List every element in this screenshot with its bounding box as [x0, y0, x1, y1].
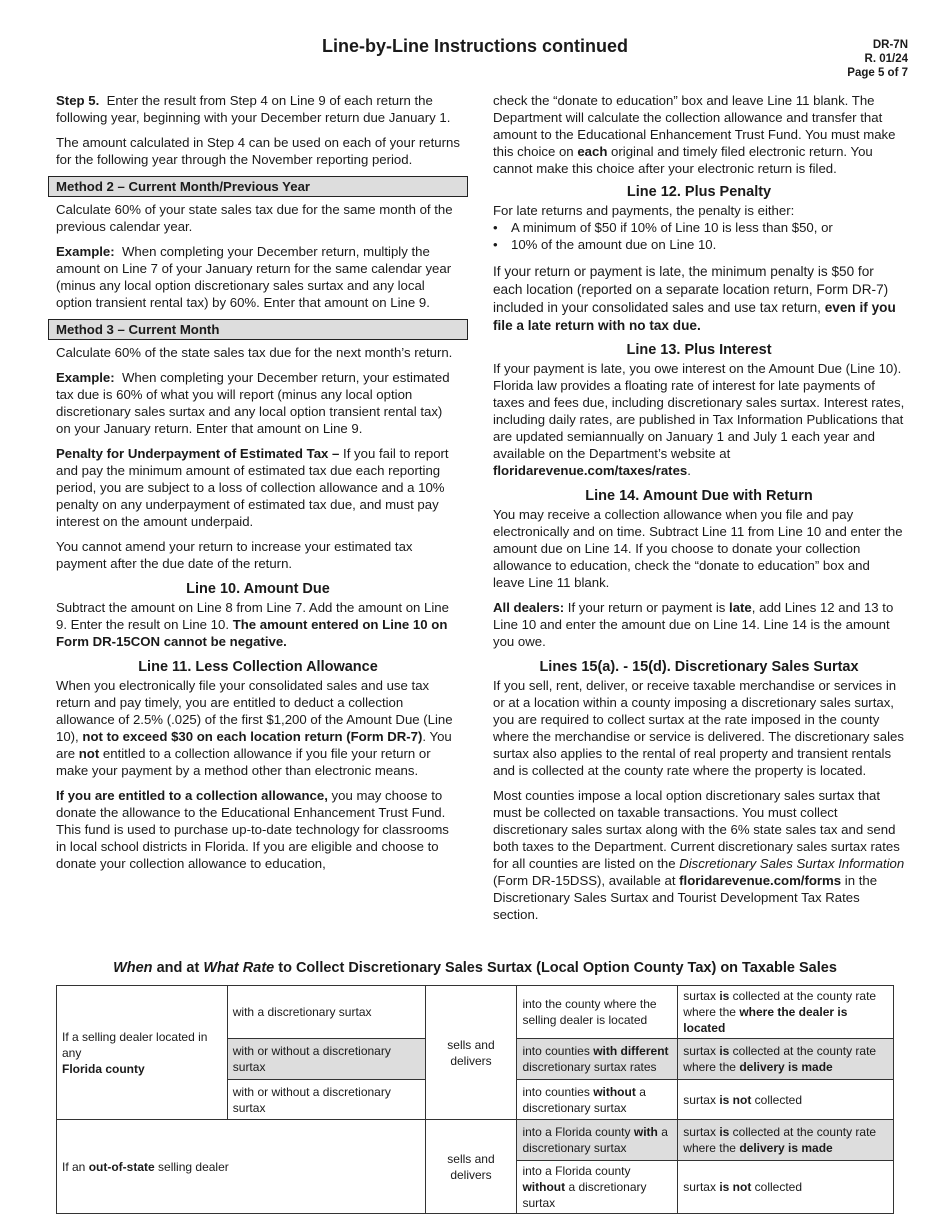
cont-text2: original and timely filed electronic return. You cannot make this choice after your electronic return is filed.: [493, 144, 873, 176]
penalty-text: If you fail to report and pay the minimum amount of estimated tax due each reporting period, you are subject to a loss of collection allowance and a 10% penalty on any underpayment of estimated tax due, and must pay interest on the amount underpaid.: [56, 446, 449, 529]
donate-bold: If you are entitled to a collection allowance,: [56, 788, 328, 803]
line10-text: Subtract the amount on Line 8 from Line 7. Add the amount on Line 9. Enter the result on Line 10.: [56, 600, 449, 632]
line12-heading: Line 12. Plus Penalty: [626, 184, 772, 200]
cell-text: into counties: [522, 1084, 590, 1099]
cell-bold: delivery is made: [739, 1060, 833, 1074]
rates-link[interactable]: floridarevenue.com/taxes/rates: [493, 463, 688, 478]
line12-bullets: [493, 219, 905, 253]
table-cell: with or without a discretionary surtax: [227, 1039, 425, 1080]
cell-bold: Florida county: [62, 1061, 145, 1076]
line10-heading: Line 10. Amount Due: [186, 581, 330, 597]
table-cell: [678, 986, 894, 1039]
line11-paragraph: [56, 677, 460, 779]
title-rest: to Collect Discretionary Sales Surtax (Local Option County Tax) on Taxable Sales: [278, 960, 837, 976]
sells-delivers-cell: sells and delivers: [425, 1120, 517, 1214]
table-row: [57, 1120, 894, 1161]
method3-heading: Method 3 – Current Month: [48, 319, 468, 340]
cell-bold: without: [522, 1180, 566, 1194]
cell-text: a discretionary surtax: [522, 1180, 647, 1210]
cell-bold: is not: [719, 1180, 752, 1194]
cell-text: collected at the county rate where the: [683, 1125, 877, 1155]
cell-text: collected: [754, 1092, 803, 1107]
table-cell: [517, 1039, 678, 1080]
counties-text2: (Form DR-15DSS), available at: [493, 873, 676, 888]
line12-intro: For late returns and payments, the penalty is either:: [493, 203, 795, 218]
table-cell: [517, 1120, 678, 1161]
line15-paragraph: If you sell, rent, deliver, or receive taxable merchandise or services in or at a location within a county imposing a discretionary sales surtax, you are required to collect surtax at the rate imposed in the county where the merchandise or service is delivered. The discretionary sales surtax also applies to the rental of real property and transient rentals and is collected at the county rate where the property is located.: [493, 678, 904, 778]
donate-paragraph: [56, 787, 460, 872]
cell-bold: is: [719, 1125, 730, 1139]
example-label: Example:: [56, 244, 115, 259]
form-revision: R. 01/24: [864, 53, 908, 65]
sells-delivers-cell: sells and delivers: [425, 986, 517, 1120]
table-cell: [678, 1039, 894, 1080]
line10-bold: The amount entered on Line 10 on Form DR-15CON cannot be negative.: [56, 617, 448, 649]
amend-paragraph: You cannot amend your return to increase your estimated tax payment after the due date of the return.: [56, 539, 413, 571]
cell-text: selling dealer: [158, 1159, 229, 1174]
line11-text2: . You are: [56, 729, 452, 761]
left-column: [56, 92, 460, 872]
cell-text: into counties: [522, 1044, 590, 1058]
line10-paragraph: [56, 599, 460, 650]
page-number: Page 5 of 7: [847, 67, 908, 79]
table-cell: [678, 1161, 894, 1214]
table-cell: [517, 1161, 678, 1214]
method2-paragraph: Calculate 60% of your state sales tax due for the same month of the previous calendar year.: [56, 202, 453, 234]
cell-bold: with: [633, 1125, 658, 1139]
cont-bold: each: [577, 144, 608, 159]
method2-example-text: When completing your December return, multiply the amount on Line 7 of your January return for the same calendar year (minus any local option discretionary sales surtax and any local option transient rental tax) by 60%. Enter that amount on Line 9.: [56, 244, 452, 310]
all-dealers-text1: If your return or payment is: [567, 600, 726, 615]
step5-label: Step 5.: [56, 93, 100, 108]
method3-example-text: When completing your December return, your estimated tax due is 60% of what you will report (minus any local option discretionary sales surtax and any local option transient rental tax) on your January return. Enter that amount on Line 9.: [56, 370, 450, 436]
penalty-label: Penalty for Underpayment of Estimated Tax –: [56, 446, 340, 461]
table-title: [0, 960, 950, 976]
page-title: Line-by-Line Instructions continued: [322, 36, 628, 56]
title-what-rate: What Rate: [203, 960, 275, 976]
title-when: When: [113, 960, 153, 976]
counties-text1: Most counties impose a local option discretionary sales surtax that must be collected on taxable transactions. You must collect discretionary sales surtax along with the 6% state sales tax and send both taxes to the Department. Current discretionary sales surtax rates for all counties are listed on the: [493, 788, 900, 871]
dss-form-title: Discretionary Sales Surtax Information: [679, 856, 905, 871]
cell-bold: out-of-state: [88, 1159, 155, 1174]
table-cell: [678, 1120, 894, 1161]
surtax-table: [56, 985, 894, 1214]
cell-text: surtax: [683, 1180, 716, 1194]
method3-example: [56, 369, 460, 437]
cell-bold: is: [719, 1044, 730, 1058]
table-cell: with a discretionary surtax: [227, 986, 425, 1039]
line13-heading: Line 13. Plus Interest: [626, 342, 772, 358]
table-row: [57, 986, 894, 1039]
all-dealers-paragraph: [493, 599, 905, 650]
period: .: [687, 463, 691, 478]
cell-text: discretionary surtax rates: [522, 1060, 657, 1074]
step5-paragraph: [56, 92, 460, 126]
line12-bold: even if you file a late return with no tax due.: [493, 300, 896, 333]
line14-paragraph: You may receive a collection allowance when you file and pay electronically and on time. Subtract Line 11 from Line 10 and enter the amount due on Line 14. If you choose to donate your collection allowance to education, check the “donate to education” box and leave Line 11 blank.: [493, 507, 903, 590]
donate-continued-paragraph: [493, 92, 905, 177]
table-cell: [517, 1080, 678, 1120]
line11-text1: When you electronically file your consolidated sales and use tax return and pay timely, you are entitled to deduct a collection allowance of 2.5% (.025) of the first $1,200 of the Amount Due (Line 10),: [56, 678, 453, 744]
cell-bold: is: [719, 989, 730, 1003]
out-of-state-dealer-cell: [57, 1120, 426, 1214]
table-cell: [678, 1080, 894, 1120]
line11-bold1: not to exceed $30 on each location return (Form DR-7): [82, 729, 423, 744]
step5-text: Enter the result from Step 4 on Line 9 of each return the following year, beginning with your December return due January 1.: [56, 93, 451, 125]
cell-text: surtax: [683, 989, 716, 1003]
cell-text: surtax: [683, 1092, 716, 1107]
table-cell: into the county where the selling dealer is located: [517, 986, 678, 1039]
all-dealers-bold: All dealers:: [493, 600, 565, 615]
cont-text1: check the “donate to education” box and leave Line 11 blank. The Department will calculate the collection allowance and transfer that amount to the Educational Enhancement Trust Fund. You must make this choice on: [493, 93, 896, 159]
cell-bold: without: [593, 1084, 636, 1099]
cell-text: If an: [62, 1159, 86, 1174]
cell-text: surtax: [683, 1125, 716, 1139]
title-and-at: and at: [156, 960, 200, 976]
cell-text: collected at the county rate where the: [683, 989, 877, 1019]
example-label: Example:: [56, 370, 115, 385]
line11-bold2: not: [78, 746, 100, 761]
line15-heading: Lines 15(a). - 15(d). Discretionary Sales Surtax: [539, 659, 859, 675]
form-number: DR-7N: [872, 39, 908, 51]
method3-paragraph: Calculate 60% of the state sales tax due for the next month’s return.: [56, 345, 453, 360]
penalty-paragraph: [56, 445, 460, 530]
line13-text: If your payment is late, you owe interest on the Amount Due (Line 10). Florida law provides a floating rate of interest for late payments of taxes and fees due, including discretionary sales surtax. Interest rates, including daily rates, are published in Tax Information Publications that are updated semiannually on January 1 and July 1 each year and available on the Department’s website at: [493, 361, 905, 461]
late-bold: late: [729, 600, 752, 615]
cell-text: a discretionary surtax: [522, 1125, 668, 1155]
cell-bold: with different: [593, 1044, 669, 1058]
cell-text: collected: [754, 1180, 803, 1194]
line12-paragraph: [493, 263, 905, 335]
all-dealers-text2: , add Lines 12 and 13 to Line 10 and enter the amount due on Line 14. Line 14 is the amount you owe.: [493, 600, 894, 649]
florida-dealer-cell: [57, 986, 228, 1120]
cell-bold: is not: [719, 1092, 752, 1107]
table-cell: with or without a discretionary surtax: [227, 1080, 425, 1120]
right-column: [493, 92, 905, 923]
cell-text: surtax: [683, 1044, 716, 1058]
counties-text3: in the Discretionary Sales Surtax and Tourist Development Tax Rates section.: [493, 873, 878, 922]
line11-heading: Line 11. Less Collection Allowance: [138, 659, 378, 675]
cell-text: into a Florida county: [522, 1164, 631, 1178]
cell-text: If a selling dealer located in any: [62, 1029, 208, 1060]
method2-example: [56, 243, 460, 311]
line13-paragraph: [493, 360, 905, 479]
donate-text: you may choose to donate the allowance to the Educational Enhancement Trust Fund. This fund is used to purchase up-to-date technology for classrooms in local school districts in Florida. If you are eligible and choose to donate your collection allowance to education,: [56, 788, 449, 871]
method2-heading: Method 2 – Current Month/Previous Year: [48, 176, 468, 197]
step4-paragraph: The amount calculated in Step 4 can be used on each of your returns for the following year through the November reporting period.: [56, 135, 460, 167]
cell-bold: delivery is made: [739, 1141, 833, 1155]
line12-text: If your return or payment is late, the minimum penalty is $50 for each location (reported on a separate location return, Form DR-7) included in your consolidated sales and use tax return,: [493, 264, 889, 315]
list-item: • 10% of the amount due on Line 10.: [493, 236, 905, 253]
form-identifier: [847, 38, 908, 80]
cell-text: into a Florida county: [522, 1125, 631, 1139]
line14-heading: Line 14. Amount Due with Return: [585, 488, 813, 504]
list-item: • A minimum of $50 if 10% of Line 10 is less than $50, or: [493, 219, 905, 236]
line11-text3: entitled to a collection allowance if you file your return or make your payment by a method other than electronic means.: [56, 746, 431, 778]
cell-text: collected at the county rate where the: [683, 1044, 877, 1074]
forms-link[interactable]: floridarevenue.com/forms: [679, 873, 842, 888]
counties-paragraph: [493, 787, 905, 923]
cell-bold: where the dealer is located: [683, 1005, 848, 1035]
cell-text: a discretionary surtax: [522, 1084, 646, 1115]
